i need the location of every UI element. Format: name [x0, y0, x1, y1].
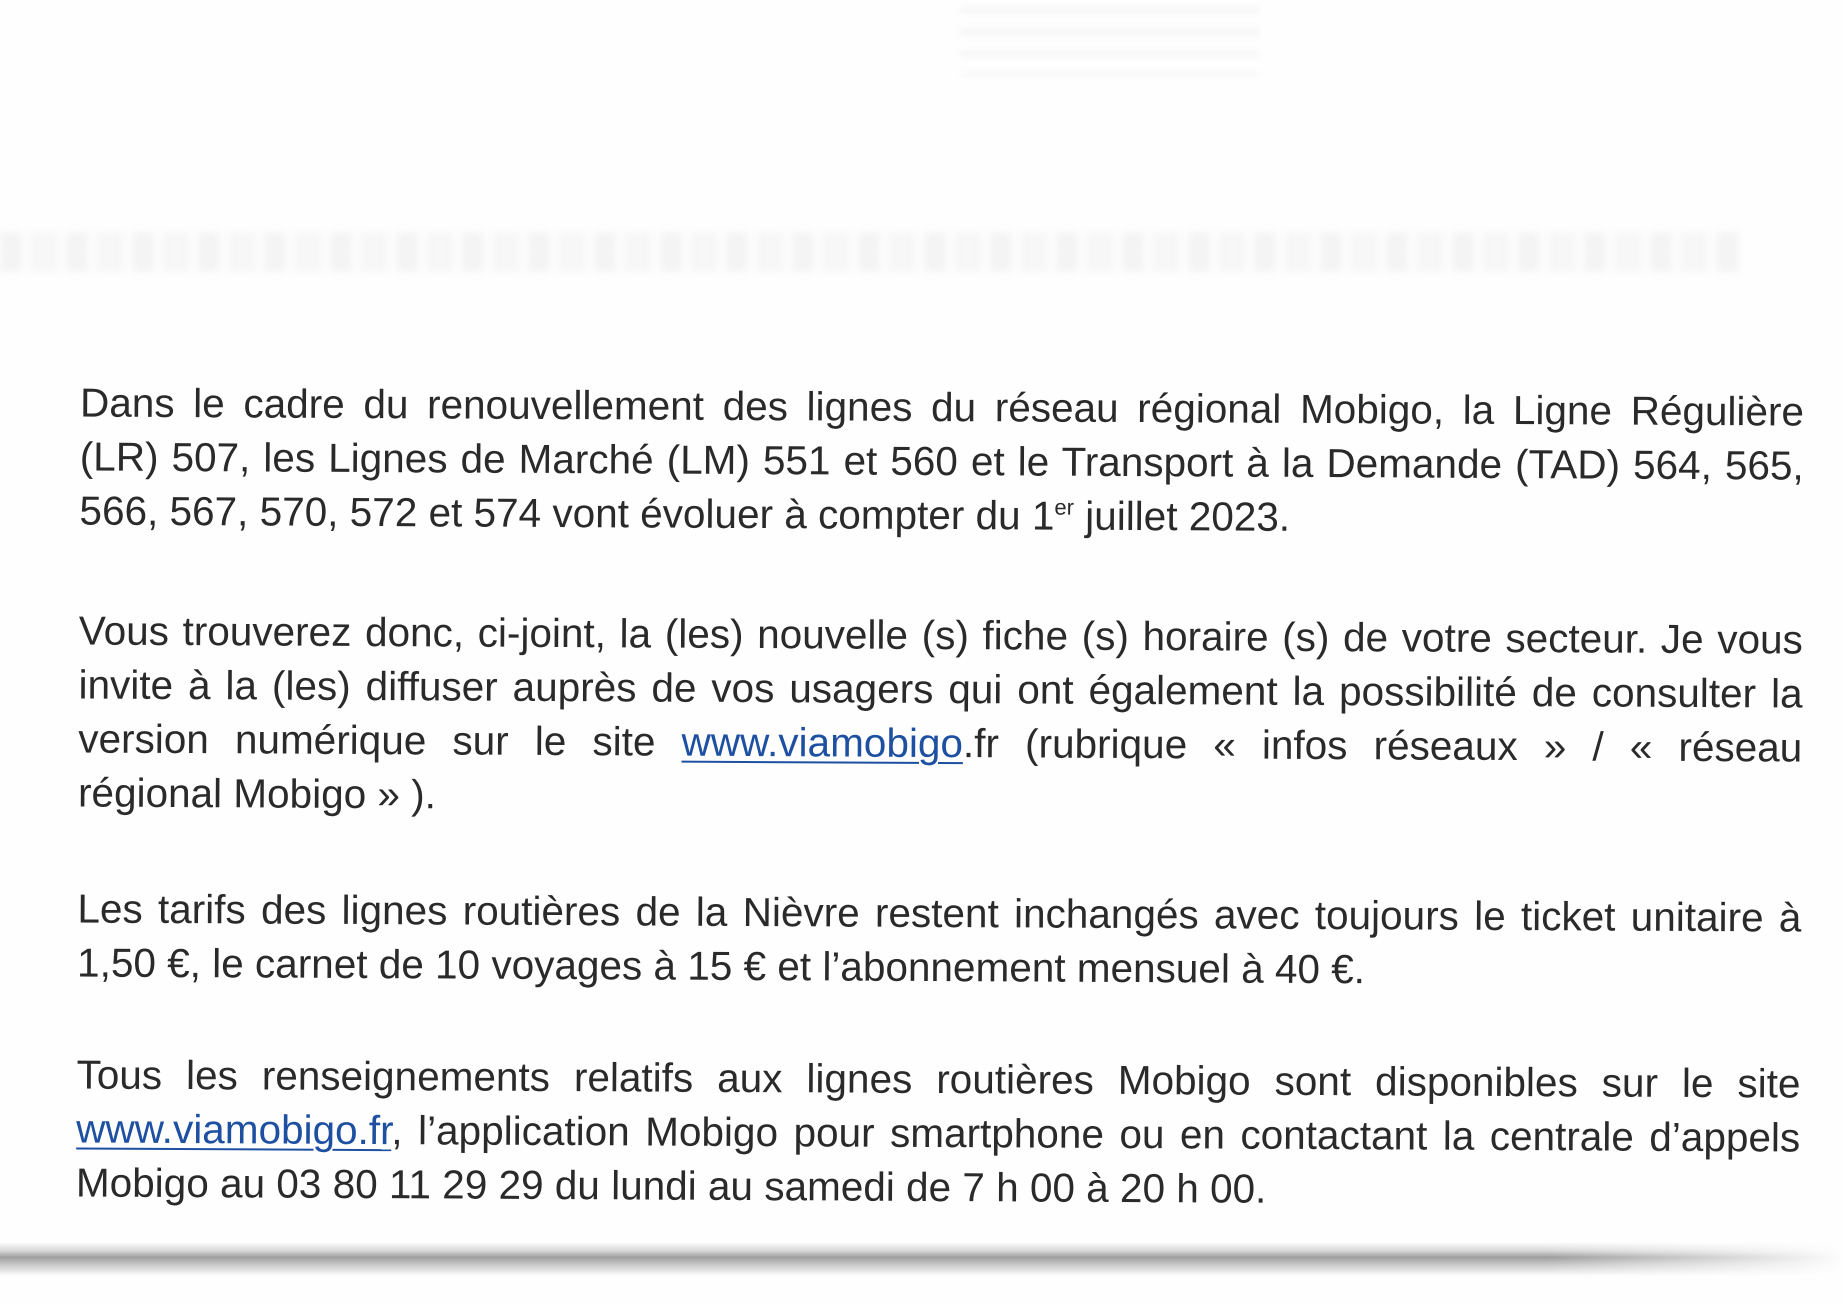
- text-line: [76, 1101, 1800, 1164]
- viamobigo-link[interactable]: www.viamobigo.fr: [76, 1105, 392, 1154]
- text-line: Tous les renseignements relatifs aux lignes routières Mobigo sont disponibles sur le site: [76, 1051, 1801, 1107]
- letter-body: [76, 375, 1804, 1218]
- paragraph-fares: [77, 881, 1802, 998]
- text-line: 1,50 €, le carnet de 10 voyages à 15 € et l’abonnement mensuel à 40 €.: [77, 939, 1366, 993]
- text-span: 566, 567, 570, 572 et 574 vont évoluer à compter du 1: [79, 487, 1055, 539]
- text-span: , l’application Mobigo pour smartphone ou en contactant la centrale d’appels: [391, 1107, 1801, 1161]
- paragraph-contact-info: [76, 1047, 1801, 1218]
- link-suffix: .fr: [962, 720, 1000, 767]
- text-line: Mobigo au 03 80 11 29 29 du lundi au samedi de 7 h 00 à 20 h 00.: [75, 1159, 1267, 1212]
- paragraph-network-renewal: [79, 375, 1804, 546]
- text-line: Dans le cadre du renouvellement des lignes du réseau régional Mobigo, la Ligne Régulière: [79, 379, 1805, 435]
- text-span: juillet 2023.: [1073, 492, 1291, 540]
- paper-bottom-edge-shadow: [0, 1242, 1843, 1276]
- text-line: Vous trouverez donc, ci-joint, la (les) nouvelle (s) fiche (s) horaire (s) de votre secteur. Je vous: [78, 607, 1803, 663]
- text-line: (LR) 507, les Lignes de Marché (LM) 551 et 560 et le Transport à la Demande (TAD) 564, 565,: [79, 433, 1804, 489]
- text-span: (rubrique « infos réseaux » / « réseau: [998, 720, 1803, 771]
- text-line: régional Mobigo » ).: [77, 769, 437, 818]
- paragraph-timetables: [78, 603, 1803, 828]
- text-line: Les tarifs des lignes routières de la Nièvre restent inchangés avec toujours le ticket unitaire à: [77, 885, 1802, 941]
- text-line: [78, 711, 1802, 774]
- text-line: [79, 483, 1803, 546]
- text-line: invite à la (les) diffuser auprès de vos usagers qui ont également la possibilité de consulter la: [78, 661, 1803, 717]
- ordinal-superscript: er: [1054, 494, 1075, 520]
- text-span: version numérique sur le site: [78, 715, 682, 765]
- show-through-text-band: [0, 232, 1745, 272]
- show-through-mark: [960, 6, 1260, 76]
- viamobigo-link[interactable]: www.viamobigo: [681, 718, 964, 767]
